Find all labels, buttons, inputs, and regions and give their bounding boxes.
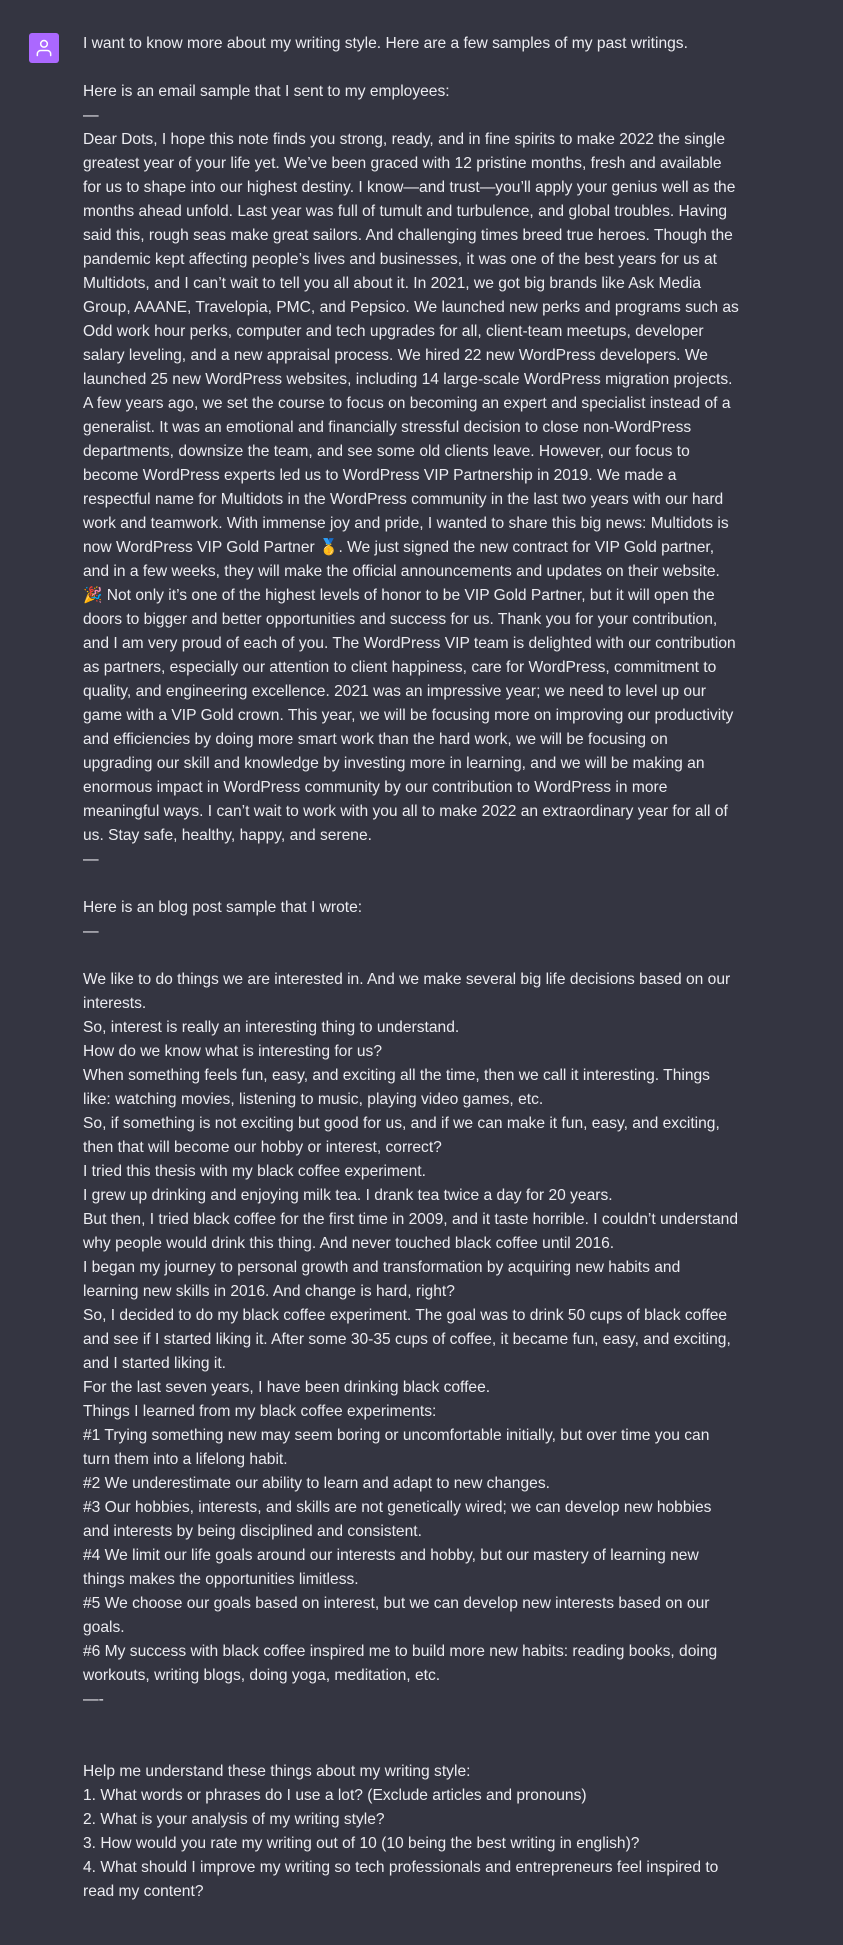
intro-text: I want to know more about my writing style. Here are a few samples of my past writings.: [83, 35, 688, 52]
blog-line: So, I decided to do my black coffee experiment. The goal was to drink 50 cups of black coffee and see if I started liking it. After some 30-35 cups of coffee, it became fun, easy, and exciting, and I started liking it.: [83, 1307, 736, 1372]
avatar: [29, 33, 59, 63]
blog-line: Things I learned from my black coffee experiments:: [83, 1403, 437, 1420]
separator: —: [83, 107, 99, 124]
blog-line: How do we know what is interesting for us?: [83, 1043, 383, 1060]
question-item: 4. What should I improve my writing so tech professionals and entrepreneurs feel inspired to read my content?: [83, 1859, 723, 1900]
blog-line: #5 We choose our goals based on interest, but we can develop new interests based on our goals.: [83, 1595, 714, 1636]
separator: —: [83, 851, 99, 868]
blog-line: #4 We limit our life goals around our interests and hobby, but our mastery of learning new things makes the opportunities limitless.: [83, 1547, 704, 1588]
blog-line: I grew up drinking and enjoying milk tea. I drank tea twice a day for 20 years.: [83, 1187, 613, 1204]
question-item: 1. What words or phrases do I use a lot? (Exclude articles and pronouns): [83, 1787, 587, 1804]
user-icon: [34, 38, 54, 58]
blog-line: For the last seven years, I have been drinking black coffee.: [83, 1379, 491, 1396]
blog-line: We like to do things we are interested in. And we make several big life decisions based on our interests.: [83, 971, 735, 1012]
blog-end-separator: —-: [83, 1691, 104, 1708]
email-body: Dear Dots, I hope this note finds you strong, ready, and in fine spirits to make 2022 the single greatest year of your life yet. We’ve been graced with 12 pristine months, fresh and available for us to shape into our highest destiny. I know—and trust—you’ll apply your genius well as the months ahead unfold. Last year was full of tumult and turbulence, and global troubles. Having said this, rough seas make great sailors. And challenging times breed true heroes. Though the pandemic kept affecting people’s lives and businesses, it was one of the best years for us at Multidots, and I can’t wait to tell you all about it. In 2021, we got big brands like Ask Media Group, AAANE, Travelopia, PMC, and Pepsico. We launched new perks and programs such as Odd work hour perks, computer and tech upgrades for all, client-team meetups, developer salary leveling, and a new appraisal process. We hired 22 new WordPress developers. We launched 25 new WordPress websites, including 14 large-scale WordPress migration projects. A few years ago, we set the course to focus on becoming an expert and specialist instead of a generalist. It was an emotional and financially stressful decision to close non-WordPress departments, downsize the team, and see some old clients leave. However, our focus to become WordPress experts led us to WordPress VIP Partnership in 2019. We made a respectful name for Multidots in the WordPress community in the last two years with our hard work and teamwork. With immense joy and pride, I wanted to share this big news: Multidots is now WordPress VIP Gold Partner 🥇. We just signed the new contract for VIP Gold partner, and in a few weeks, they will make the official announcements and updates on their website. 🎉 Not only it’s one of the highest levels of honor to be VIP Gold Partner, but it will open the doors to bigger and better opportunities and success for us. Thank you for your contribution, and I am very proud of each of you. The WordPress VIP team is delighted with our contribution as partners, especially our attention to client happiness, care for WordPress, commitment to quality, and engineering excellence. 2021 was an impressive year; we need to level up our game with a VIP Gold crown. This year, we will be focusing more on improving our productivity and efficiencies by doing more smart work than the hard work, we will be focusing on upgrading our skill and knowledge by investing more in learning, and we will be making an enormous impact in WordPress community by our contribution to WordPress in more meaningful ways. I can’t wait to work with you all to make 2022 an extraordinary year for all of us. Stay safe, healthy, happy, and serene.: [83, 131, 744, 844]
blog-line: I began my journey to personal growth and transformation by acquiring new habits and learning new skills in 2016. And change is hard, right?: [83, 1259, 685, 1300]
blog-line: #6 My success with black coffee inspired me to build more new habits: reading books, doing workouts, writing blogs, doing yoga, meditation, etc.: [83, 1643, 722, 1684]
question-item: 2. What is your analysis of my writing style?: [83, 1811, 385, 1828]
email-heading: Here is an email sample that I sent to my employees:: [83, 83, 450, 100]
blog-line: #2 We underestimate our ability to learn and adapt to new changes.: [83, 1475, 550, 1492]
help-heading: Help me understand these things about my writing style:: [83, 1763, 471, 1780]
blog-line: I tried this thesis with my black coffee experiment.: [83, 1163, 426, 1180]
blog-line: So, if something is not exciting but good for us, and if we can make it fun, easy, and exciting, then that will become our hobby or interest, correct?: [83, 1115, 725, 1156]
blog-line: #1 Trying something new may seem boring or uncomfortable initially, but over time you can turn them into a lifelong habit.: [83, 1427, 714, 1468]
separator: —: [83, 923, 99, 940]
blog-line: #3 Our hobbies, interests, and skills are not genetically wired; we can develop new hobbies and interests by being disciplined and consistent.: [83, 1499, 716, 1540]
blog-line: But then, I tried black coffee for the first time in 2009, and it taste horrible. I couldn’t understand why people would drink this thing. And never touched black coffee until 2016.: [83, 1211, 743, 1252]
blog-heading: Here is an blog post sample that I wrote:: [83, 899, 363, 916]
message-content: [83, 32, 744, 1904]
blog-line: When something feels fun, easy, and exciting all the time, then we call it interesting. Things like: watching movies, listening to music, playing video games, etc.: [83, 1067, 715, 1108]
question-item: 3. How would you rate my writing out of 10 (10 being the best writing in english)?: [83, 1835, 640, 1852]
blog-line: So, interest is really an interesting thing to understand.: [83, 1019, 460, 1036]
